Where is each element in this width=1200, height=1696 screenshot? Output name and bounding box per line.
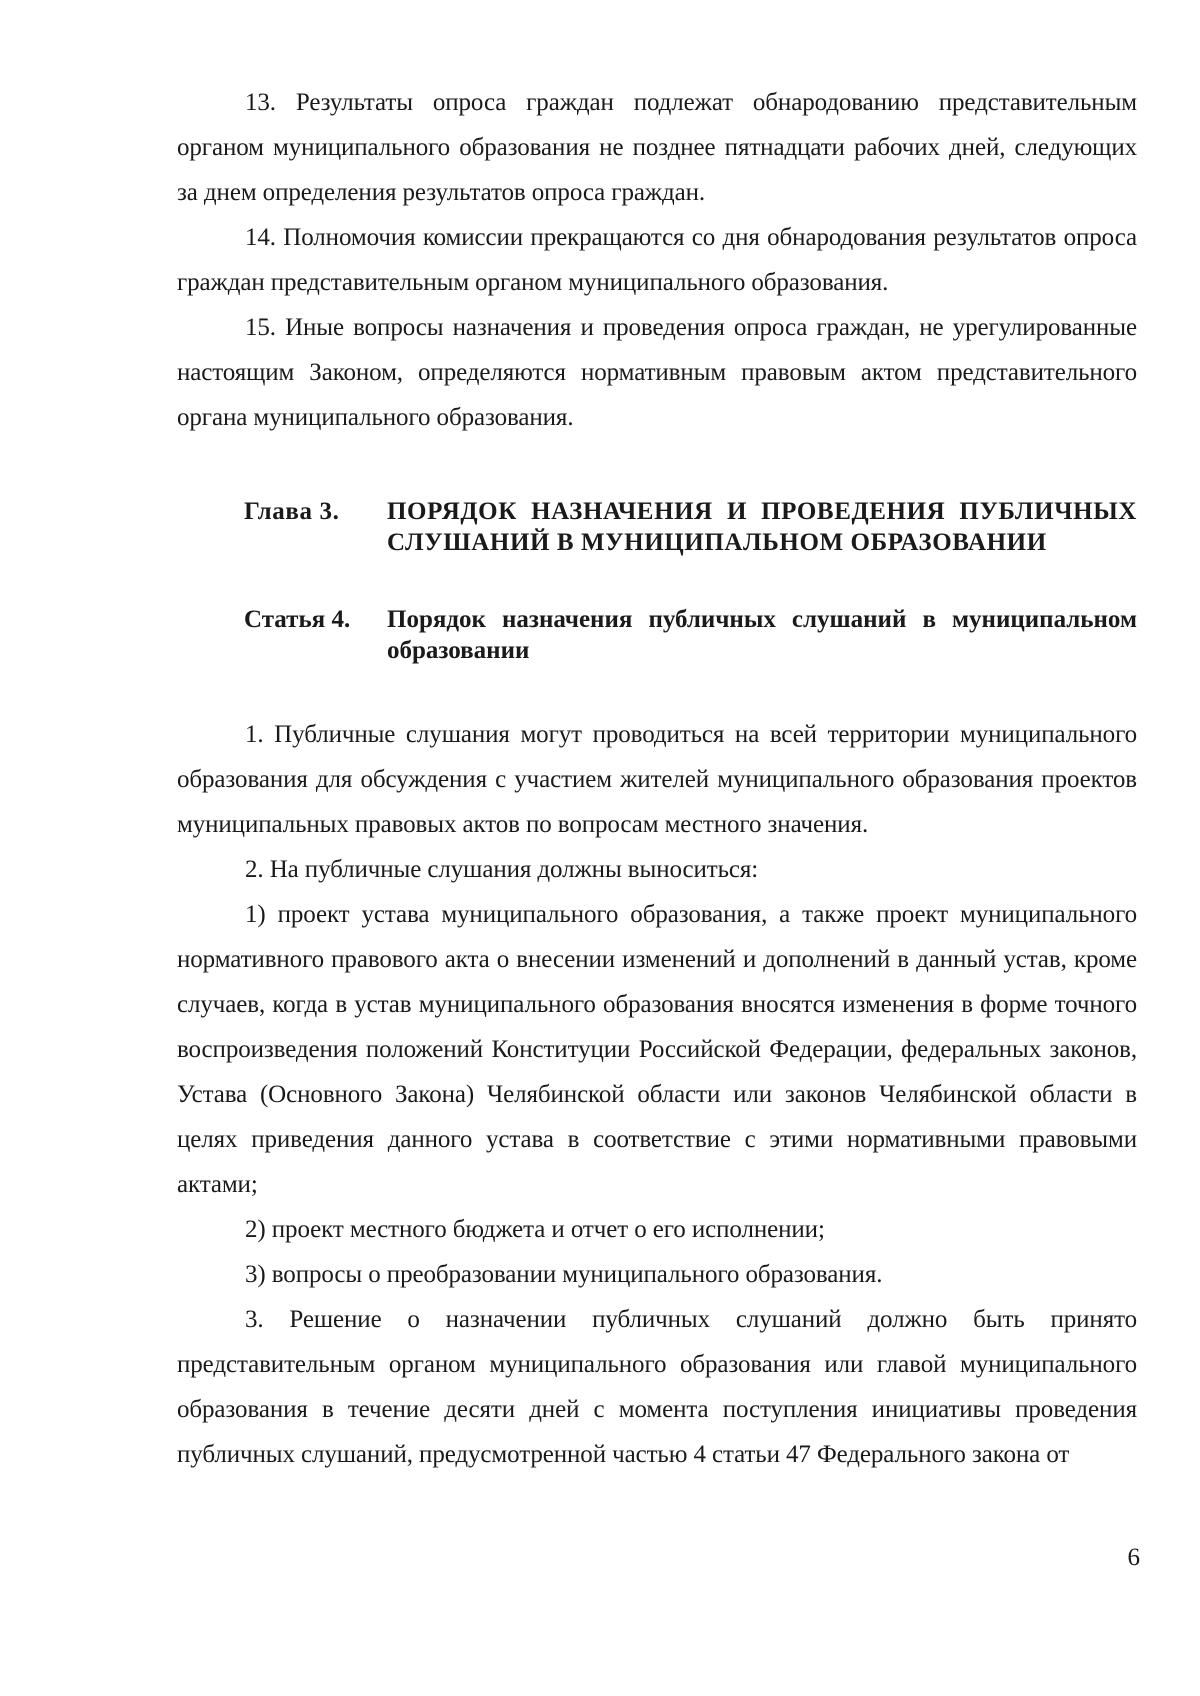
chapter-label: Глава 3.: [244, 498, 340, 525]
page-number: 6: [1127, 1544, 1140, 1571]
chapter-title: ПОРЯДОК НАЗНАЧЕНИЯ И ПРОВЕДЕНИЯ ПУБЛИЧНЫХ СЛУШАНИЙ В МУНИЦИПАЛЬНОМ ОБРАЗОВАНИИ: [387, 498, 1137, 556]
paragraph-1: 1. Публичные слушания могут проводиться на всей территории муниципального образования для обсуждения с участием жителей муниципального образования проектов муниципальных правовых актов по вопросам местного значения.: [177, 721, 1137, 838]
article-heading: [177, 604, 1137, 666]
paragraph-3: 3. Решение о назначении публичных слушаний должно быть принято представительным органом муниципального образования или главой муниципального образования в течение десяти дней с момента поступления инициативы проведения публичных слушаний, предусмотренной частью 4 статьи 47 Федерального закона от: [177, 1306, 1137, 1468]
page-content: [177, 80, 1137, 1477]
article-title: Порядок назначения публичных слушаний в муниципальном образовании: [387, 606, 1137, 664]
chapter-heading: [177, 496, 1137, 558]
article-label: Статья 4.: [244, 606, 351, 633]
paragraph-2: 2. На публичные слушания должны выноситься:: [245, 856, 759, 883]
paragraph-14: 14. Полномочия комиссии прекращаются со дня обнародования результатов опроса граждан представительным органом муниципального образования.: [177, 224, 1137, 296]
list-item-3: 3) вопросы о преобразовании муниципального образования.: [245, 1261, 883, 1288]
paragraph-15: 15. Иные вопросы назначения и проведения опроса граждан, не урегулированные настоящим Законом, определяются нормативным правовым актом представительного органа муниципального образования.: [177, 314, 1137, 431]
list-item-2: 2) проект местного бюджета и отчет о его исполнении;: [245, 1216, 825, 1243]
list-item-1: 1) проект устава муниципального образования, а также проект муниципального нормативного правового акта о внесении изменений и дополнений в данный устав, кроме случаев, когда в устав муниципального образования вносятся изменения в форме точного воспроизведения положений Конституции Российской Федерации, федеральных законов, Устава (Основного Закона) Челябинской области или законов Челябинской области в целях приведения данного устава в соответствие с этими нормативными правовыми актами;: [177, 901, 1137, 1198]
paragraph-13: 13. Результаты опроса граждан подлежат обнародованию представительным органом муниципального образования не позднее пятнадцати рабочих дней, следующих за днем определения результатов опроса граждан.: [177, 89, 1137, 206]
